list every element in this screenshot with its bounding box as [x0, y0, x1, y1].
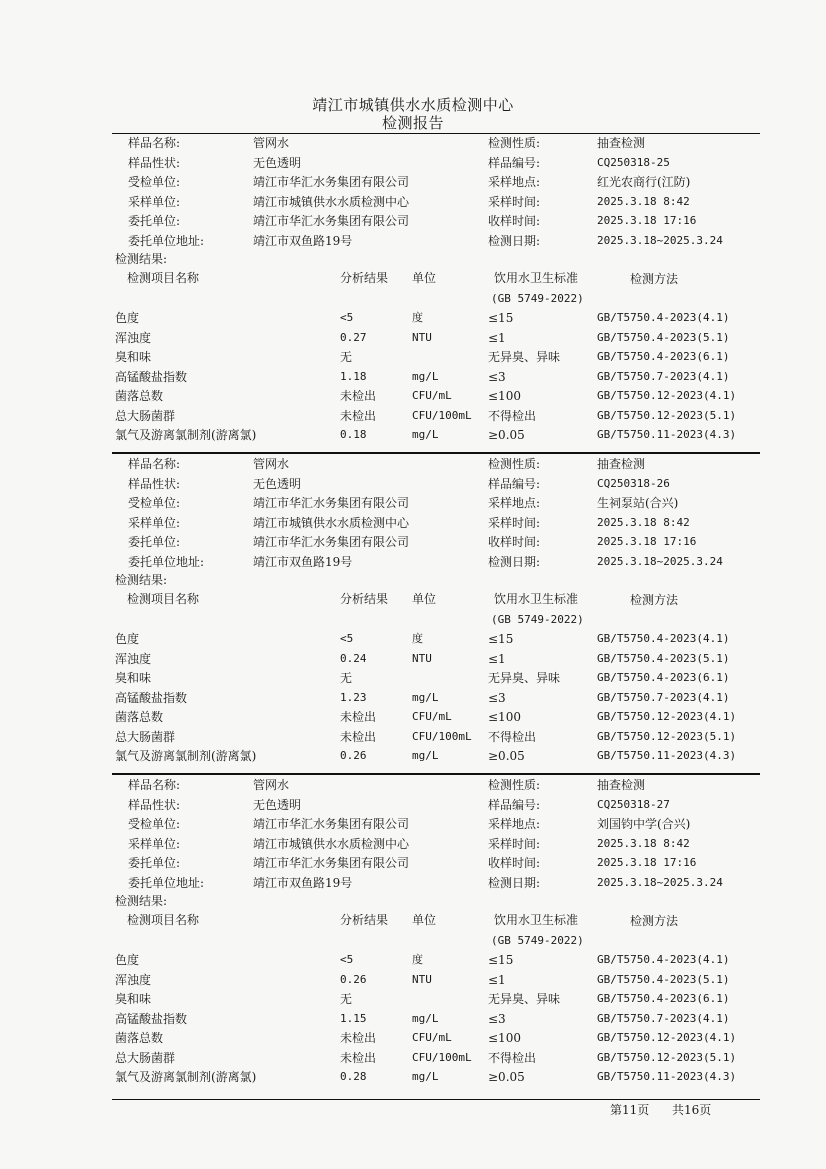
label-sample-property: 样品性状:: [128, 476, 181, 491]
label-client-address: 委托单位地址:: [128, 875, 205, 890]
report-title: 检测报告: [381, 114, 444, 132]
cell-result: 0.18: [340, 428, 367, 441]
cell-method: GB/T5750.4-2023(5.1): [597, 330, 730, 344]
cell-result: 0.27: [340, 330, 367, 344]
label-sampling-site: 采样地点:: [488, 175, 541, 189]
col-header-result: 分析结果: [340, 271, 389, 285]
col-header-result: 分析结果: [340, 592, 389, 606]
cell-result: 未检出: [340, 710, 377, 724]
cell-method: GB/T5750.7-2023(4.1): [597, 690, 730, 704]
label-test-nature: 检测性质:: [488, 136, 541, 150]
cell-unit: NTU: [412, 651, 432, 665]
label-receive-time: 收样时间:: [488, 856, 541, 870]
col-header-item: 检测项目名称: [127, 271, 200, 285]
sample-section: [0, 642, 826, 1084]
cell-standard: ≤100: [488, 1031, 521, 1045]
value-client-address: 靖江市双鱼路19号: [253, 233, 353, 248]
col-header-standard-ref: (GB 5749-2022): [491, 292, 584, 305]
value-sampling-time: 2025.3.18 8:42: [597, 194, 690, 208]
value-sample-name: 管网水: [253, 457, 290, 471]
cell-result: 未检出: [340, 729, 377, 744]
label-sample-name: 样品名称:: [128, 136, 181, 150]
sample-section: [0, 0, 826, 442]
cell-item: 总大肠菌群: [115, 729, 176, 744]
cell-standard: 无异臭、异味: [488, 671, 561, 685]
value-client-unit: 靖江市华汇水务集团有限公司: [253, 535, 410, 549]
value-sample-no: CQ250318-26: [597, 476, 670, 490]
cell-result: 0.26: [340, 749, 367, 762]
label-sample-property: 样品性状:: [128, 155, 181, 170]
value-inspected-unit: 靖江市华汇水务集团有限公司: [253, 817, 410, 831]
cell-standard: ≥0.05: [488, 1070, 525, 1084]
value-test-date: 2025.3.18~2025.3.24: [597, 875, 723, 889]
col-header-result: 分析结果: [340, 913, 389, 927]
col-header-standard-ref: (GB 5749-2022): [491, 934, 584, 947]
cell-item: 臭和味: [115, 350, 152, 364]
value-test-nature: 抽查检测: [597, 778, 646, 792]
cell-result: 无: [340, 992, 353, 1006]
label-inspected-unit: 受检单位:: [128, 496, 181, 510]
cell-item: 菌落总数: [115, 710, 164, 724]
cell-item: 色度: [115, 632, 140, 646]
label-client-address: 委托单位地址:: [128, 233, 205, 248]
value-client-unit: 靖江市华汇水务集团有限公司: [253, 856, 410, 870]
cell-standard: ≤1: [488, 972, 506, 987]
cell-result: 无: [340, 350, 353, 364]
cell-standard: ≤3: [488, 690, 506, 705]
value-sample-no: CQ250318-25: [597, 155, 670, 169]
label-client-unit: 委托单位:: [128, 856, 181, 870]
value-test-nature: 抽查检测: [597, 136, 646, 150]
value-sampling-site: 生祠泵站(合兴): [597, 496, 679, 510]
cell-item: 浑浊度: [115, 972, 152, 987]
cell-standard: ≥0.05: [488, 749, 525, 763]
cell-standard: 不得检出: [488, 1050, 537, 1065]
cell-standard: ≤100: [488, 710, 521, 724]
cell-result: 无: [340, 671, 353, 685]
cell-item: 高锰酸盐指数: [115, 369, 188, 384]
label-test-nature: 检测性质:: [488, 457, 541, 471]
label-test-date: 检测日期:: [488, 233, 541, 248]
label-test-date: 检测日期:: [488, 875, 541, 890]
cell-method: GB/T5750.12-2023(5.1): [597, 1050, 737, 1064]
value-sample-property: 无色透明: [253, 797, 302, 812]
col-header-standard: 饮用水卫生标准: [494, 592, 579, 606]
label-sample-no: 样品编号:: [488, 155, 541, 170]
cell-unit: 度: [412, 311, 423, 324]
results-label: 检测结果:: [115, 252, 168, 266]
col-header-item: 检测项目名称: [127, 592, 200, 606]
cell-standard: 不得检出: [488, 729, 537, 744]
value-receive-time: 2025.3.18 17:16: [597, 535, 697, 548]
cell-result: <5: [340, 632, 354, 645]
value-sample-property: 无色透明: [253, 155, 302, 170]
cell-unit: CFU/mL: [412, 710, 452, 723]
label-sample-name: 样品名称:: [128, 778, 181, 792]
cell-result: <5: [340, 953, 354, 966]
value-sample-no: CQ250318-27: [597, 797, 670, 811]
cell-unit: mg/L: [412, 428, 439, 441]
value-test-nature: 抽查检测: [597, 457, 646, 471]
cell-item: 总大肠菌群: [115, 408, 176, 423]
value-sampling-unit: 靖江市城镇供水水质检测中心: [253, 836, 410, 851]
cell-item: 菌落总数: [115, 389, 164, 403]
label-sample-no: 样品编号:: [488, 476, 541, 491]
results-label: 检测结果:: [115, 573, 168, 587]
cell-method: GB/T5750.11-2023(4.3): [597, 1070, 737, 1083]
label-sample-property: 样品性状:: [128, 797, 181, 812]
cell-item: 臭和味: [115, 671, 152, 685]
cell-standard: 不得检出: [488, 408, 537, 423]
cell-unit: mg/L: [412, 1070, 439, 1083]
cell-item: 高锰酸盐指数: [115, 690, 188, 705]
cell-item: 氯气及游离氯制剂(游离氯): [115, 1070, 257, 1084]
cell-method: GB/T5750.11-2023(4.3): [597, 428, 737, 441]
value-inspected-unit: 靖江市华汇水务集团有限公司: [253, 175, 410, 189]
cell-result: 未检出: [340, 389, 377, 403]
cell-standard: ≤15: [488, 953, 514, 967]
value-test-date: 2025.3.18~2025.3.24: [597, 233, 723, 247]
cell-unit: NTU: [412, 330, 432, 344]
cell-item: 臭和味: [115, 992, 152, 1006]
cell-result: 1.15: [340, 1011, 367, 1025]
col-header-method: 检测方法: [630, 272, 679, 286]
col-header-unit: 单位: [412, 913, 437, 927]
label-receive-time: 收样时间:: [488, 214, 541, 228]
cell-method: GB/T5750.4-2023(4.1): [597, 953, 730, 966]
value-inspected-unit: 靖江市华汇水务集团有限公司: [253, 496, 410, 510]
cell-result: 未检出: [340, 1050, 377, 1065]
results-label: 检测结果:: [115, 894, 168, 908]
col-header-standard: 饮用水卫生标准: [494, 271, 579, 285]
cell-result: 0.26: [340, 972, 367, 986]
bottom-rule: [112, 1099, 760, 1100]
label-sample-no: 样品编号:: [488, 797, 541, 812]
cell-item: 色度: [115, 953, 140, 967]
col-header-method: 检测方法: [630, 914, 679, 928]
value-receive-time: 2025.3.18 17:16: [597, 214, 697, 227]
cell-unit: mg/L: [412, 690, 439, 704]
value-sampling-time: 2025.3.18 8:42: [597, 515, 690, 529]
label-sampling-time: 采样时间:: [488, 194, 541, 209]
cell-result: 0.24: [340, 651, 367, 665]
cell-unit: 度: [412, 632, 423, 645]
cell-result: 0.28: [340, 1070, 367, 1083]
cell-unit: mg/L: [412, 369, 439, 383]
value-sample-name: 管网水: [253, 778, 290, 792]
col-header-method: 检测方法: [630, 593, 679, 607]
cell-unit: NTU: [412, 972, 432, 986]
value-sampling-site: 红光农商行(江防): [597, 175, 691, 189]
cell-unit: CFU/mL: [412, 1031, 452, 1044]
value-sampling-time: 2025.3.18 8:42: [597, 836, 690, 850]
label-test-date: 检测日期:: [488, 554, 541, 569]
cell-method: GB/T5750.4-2023(4.1): [597, 311, 730, 324]
cell-method: GB/T5750.7-2023(4.1): [597, 1011, 730, 1025]
cell-item: 氯气及游离氯制剂(游离氯): [115, 428, 257, 442]
label-client-unit: 委托单位:: [128, 535, 181, 549]
cell-unit: 度: [412, 953, 423, 966]
cell-standard: ≤1: [488, 651, 506, 666]
cell-method: GB/T5750.12-2023(5.1): [597, 729, 737, 743]
value-client-unit: 靖江市华汇水务集团有限公司: [253, 214, 410, 228]
value-client-address: 靖江市双鱼路19号: [253, 554, 353, 569]
col-header-standard: 饮用水卫生标准: [494, 913, 579, 927]
col-header-standard-ref: (GB 5749-2022): [491, 613, 584, 626]
cell-method: GB/T5750.4-2023(6.1): [597, 350, 730, 363]
cell-standard: 无异臭、异味: [488, 350, 561, 364]
cell-standard: ≤1: [488, 330, 506, 345]
cell-result: 1.23: [340, 690, 367, 704]
cell-standard: ≤3: [488, 369, 506, 384]
org-title: 靖江市城镇供水水质检测中心: [312, 96, 514, 114]
label-sampling-unit: 采样单位:: [128, 836, 181, 851]
label-receive-time: 收样时间:: [488, 535, 541, 549]
cell-method: GB/T5750.12-2023(4.1): [597, 389, 737, 402]
cell-unit: CFU/100mL: [412, 1050, 472, 1064]
value-sample-name: 管网水: [253, 136, 290, 150]
cell-unit: mg/L: [412, 749, 439, 762]
cell-standard: ≤15: [488, 632, 514, 646]
page-number: 第11页: [610, 1103, 650, 1117]
cell-item: 浑浊度: [115, 330, 152, 345]
col-header-item: 检测项目名称: [127, 913, 200, 927]
cell-method: GB/T5750.4-2023(5.1): [597, 651, 730, 665]
cell-standard: 无异臭、异味: [488, 992, 561, 1006]
cell-unit: CFU/100mL: [412, 729, 472, 743]
cell-result: 未检出: [340, 408, 377, 423]
value-receive-time: 2025.3.18 17:16: [597, 856, 697, 869]
cell-method: GB/T5750.12-2023(5.1): [597, 408, 737, 422]
cell-method: GB/T5750.7-2023(4.1): [597, 369, 730, 383]
value-sample-property: 无色透明: [253, 476, 302, 491]
label-inspected-unit: 受检单位:: [128, 175, 181, 189]
cell-result: 1.18: [340, 369, 367, 383]
label-sampling-time: 采样时间:: [488, 515, 541, 530]
cell-standard: ≥0.05: [488, 428, 525, 442]
label-sampling-site: 采样地点:: [488, 817, 541, 831]
cell-method: GB/T5750.4-2023(6.1): [597, 992, 730, 1005]
cell-item: 氯气及游离氯制剂(游离氯): [115, 749, 257, 763]
cell-method: GB/T5750.12-2023(4.1): [597, 710, 737, 723]
label-sampling-site: 采样地点:: [488, 496, 541, 510]
cell-standard: ≤3: [488, 1011, 506, 1026]
col-header-unit: 单位: [412, 271, 437, 285]
label-sampling-unit: 采样单位:: [128, 515, 181, 530]
value-sampling-site: 刘国钧中学(合兴): [597, 817, 691, 831]
cell-result: <5: [340, 311, 354, 324]
label-sample-name: 样品名称:: [128, 457, 181, 471]
value-sampling-unit: 靖江市城镇供水水质检测中心: [253, 194, 410, 209]
value-test-date: 2025.3.18~2025.3.24: [597, 554, 723, 568]
cell-standard: ≤100: [488, 389, 521, 403]
cell-item: 浑浊度: [115, 651, 152, 666]
label-test-nature: 检测性质:: [488, 778, 541, 792]
col-header-unit: 单位: [412, 592, 437, 606]
cell-item: 色度: [115, 311, 140, 325]
label-client-address: 委托单位地址:: [128, 554, 205, 569]
label-sampling-unit: 采样单位:: [128, 194, 181, 209]
value-sampling-unit: 靖江市城镇供水水质检测中心: [253, 515, 410, 530]
cell-unit: CFU/100mL: [412, 408, 472, 422]
cell-item: 菌落总数: [115, 1031, 164, 1045]
label-client-unit: 委托单位:: [128, 214, 181, 228]
page-total: 共16页: [672, 1103, 712, 1117]
cell-item: 高锰酸盐指数: [115, 1011, 188, 1026]
cell-method: GB/T5750.12-2023(4.1): [597, 1031, 737, 1044]
cell-standard: ≤15: [488, 311, 514, 325]
label-sampling-time: 采样时间:: [488, 836, 541, 851]
cell-result: 未检出: [340, 1031, 377, 1045]
cell-unit: mg/L: [412, 1011, 439, 1025]
sample-section: [0, 321, 826, 763]
cell-method: GB/T5750.4-2023(5.1): [597, 972, 730, 986]
label-inspected-unit: 受检单位:: [128, 817, 181, 831]
cell-method: GB/T5750.11-2023(4.3): [597, 749, 737, 762]
value-client-address: 靖江市双鱼路19号: [253, 875, 353, 890]
cell-method: GB/T5750.4-2023(4.1): [597, 632, 730, 645]
cell-method: GB/T5750.4-2023(6.1): [597, 671, 730, 684]
cell-unit: CFU/mL: [412, 389, 452, 402]
cell-item: 总大肠菌群: [115, 1050, 176, 1065]
